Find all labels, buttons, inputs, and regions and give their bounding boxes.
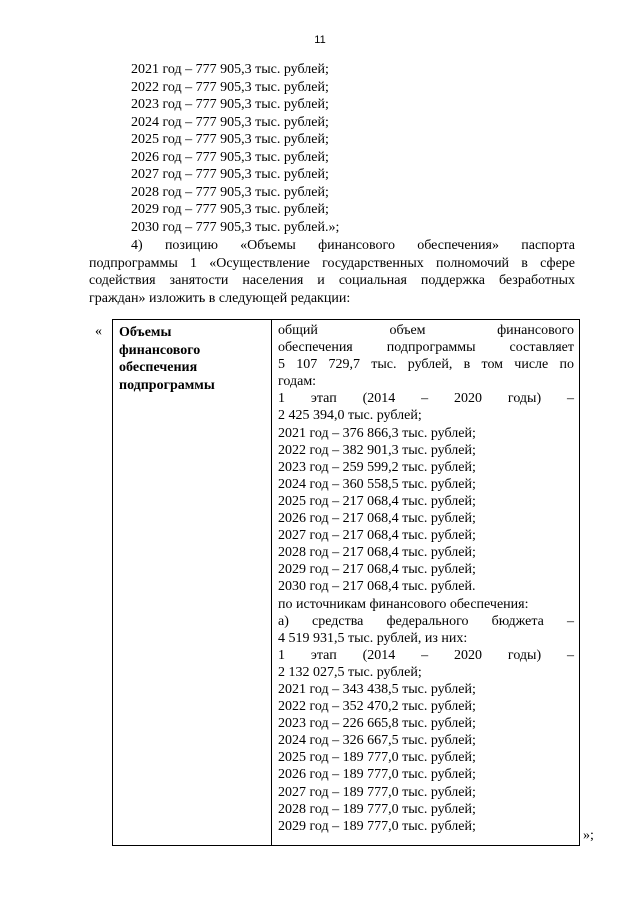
value-line: обеспечения подпрограммы составляет [278, 340, 574, 356]
table-value-cell [278, 322, 574, 835]
value-line: 2024 год – 360 558,5 тыс. рублей; [278, 476, 476, 492]
value-line: 2026 год – 189 777,0 тыс. рублей; [278, 767, 476, 783]
label-line: Объемы [119, 325, 172, 340]
label-line: обеспечения [119, 360, 198, 375]
year-list-item: 2025 год – 777 905,3 тыс. рублей; [131, 132, 329, 147]
value-line: 2027 год – 189 777,0 тыс. рублей; [278, 784, 476, 800]
page-number: 11 [314, 34, 326, 46]
value-line: 2022 год – 382 901,3 тыс. рублей; [278, 442, 476, 458]
value-line: 2025 год – 189 777,0 тыс. рублей; [278, 750, 476, 766]
value-line: 2022 год – 352 470,2 тыс. рублей; [278, 699, 476, 715]
value-line: 2023 год – 226 665,8 тыс. рублей; [278, 716, 476, 732]
value-line: 2025 год – 217 068,4 тыс. рублей; [278, 493, 476, 509]
year-list-item: 2029 год – 777 905,3 тыс. рублей; [131, 202, 329, 217]
value-line: 2028 год – 189 777,0 тыс. рублей; [278, 801, 476, 817]
year-list-item: 2021 год – 777 905,3 тыс. рублей; [131, 62, 329, 77]
paragraph-line: граждан» изложить в следующей редакции: [89, 290, 351, 306]
year-list-item: 2024 год – 777 905,3 тыс. рублей; [131, 114, 329, 130]
value-line: 2023 год – 259 599,2 тыс. рублей; [278, 459, 476, 475]
value-line: 2029 год – 189 777,0 тыс. рублей; [278, 818, 476, 834]
year-list-item: 2028 год – 777 905,3 тыс. рублей; [131, 184, 329, 200]
value-line: 2028 год – 217 068,4 тыс. рублей; [278, 545, 476, 561]
value-line: 2024 год – 326 667,5 тыс. рублей; [278, 733, 476, 749]
value-line: 2026 год – 217 068,4 тыс. рублей; [278, 511, 476, 527]
closing-quote: »; [583, 828, 594, 843]
year-list-item: 2022 год – 777 905,3 тыс. рублей; [131, 79, 329, 95]
value-line: 1 этап (2014 – 2020 годы) – [278, 647, 574, 663]
amendment-paragraph [89, 237, 575, 307]
value-line: 2027 год – 217 068,4 тыс. рублей; [278, 528, 476, 544]
label-line: подпрограммы [119, 377, 215, 393]
value-line: 4 519 931,5 тыс. рублей, из них: [278, 630, 468, 646]
year-list-item: 2026 год – 777 905,3 тыс. рублей; [131, 149, 329, 165]
value-line: а) средства федерального бюджета – [278, 613, 574, 629]
opening-quote: « [95, 324, 102, 339]
value-line: 1 этап (2014 – 2020 годы) – [278, 391, 574, 407]
value-line: 2021 год – 376 866,3 тыс. рублей; [278, 425, 476, 441]
value-line: 2029 год – 217 068,4 тыс. рублей; [278, 562, 476, 578]
year-list-item: 2030 год – 777 905,3 тыс. рублей.»; [131, 219, 340, 235]
label-line: финансового [119, 342, 201, 358]
value-line: 2021 год – 343 438,5 тыс. рублей; [278, 681, 476, 697]
value-line: годам: [278, 374, 317, 390]
column-divider [271, 320, 272, 845]
value-line: 2 132 027,5 тыс. рублей; [278, 664, 422, 680]
value-line: 5 107 729,7 тыс. рублей, в том числе по [278, 357, 574, 373]
value-line: общий объем финансового [278, 323, 574, 338]
year-list [131, 61, 339, 236]
value-line: 2030 год – 217 068,4 тыс. рублей. [278, 579, 476, 595]
year-list-item: 2023 год – 777 905,3 тыс. рублей; [131, 97, 329, 112]
paragraph-line: подпрограммы 1 «Осуществление государственных полномочий в сфере [89, 255, 575, 271]
value-line: по источникам финансового обеспечения: [278, 596, 529, 612]
year-list-item: 2027 год – 777 905,3 тыс. рублей; [131, 167, 329, 182]
paragraph-line: содействия занятости населения и социальная поддержка безработных [89, 273, 575, 288]
table-label-cell [119, 324, 267, 394]
funding-table [112, 319, 580, 846]
paragraph-line: 4) позицию «Объемы финансового обеспечения» паспорта [131, 238, 575, 253]
value-line: 2 425 394,0 тыс. рублей; [278, 408, 422, 424]
